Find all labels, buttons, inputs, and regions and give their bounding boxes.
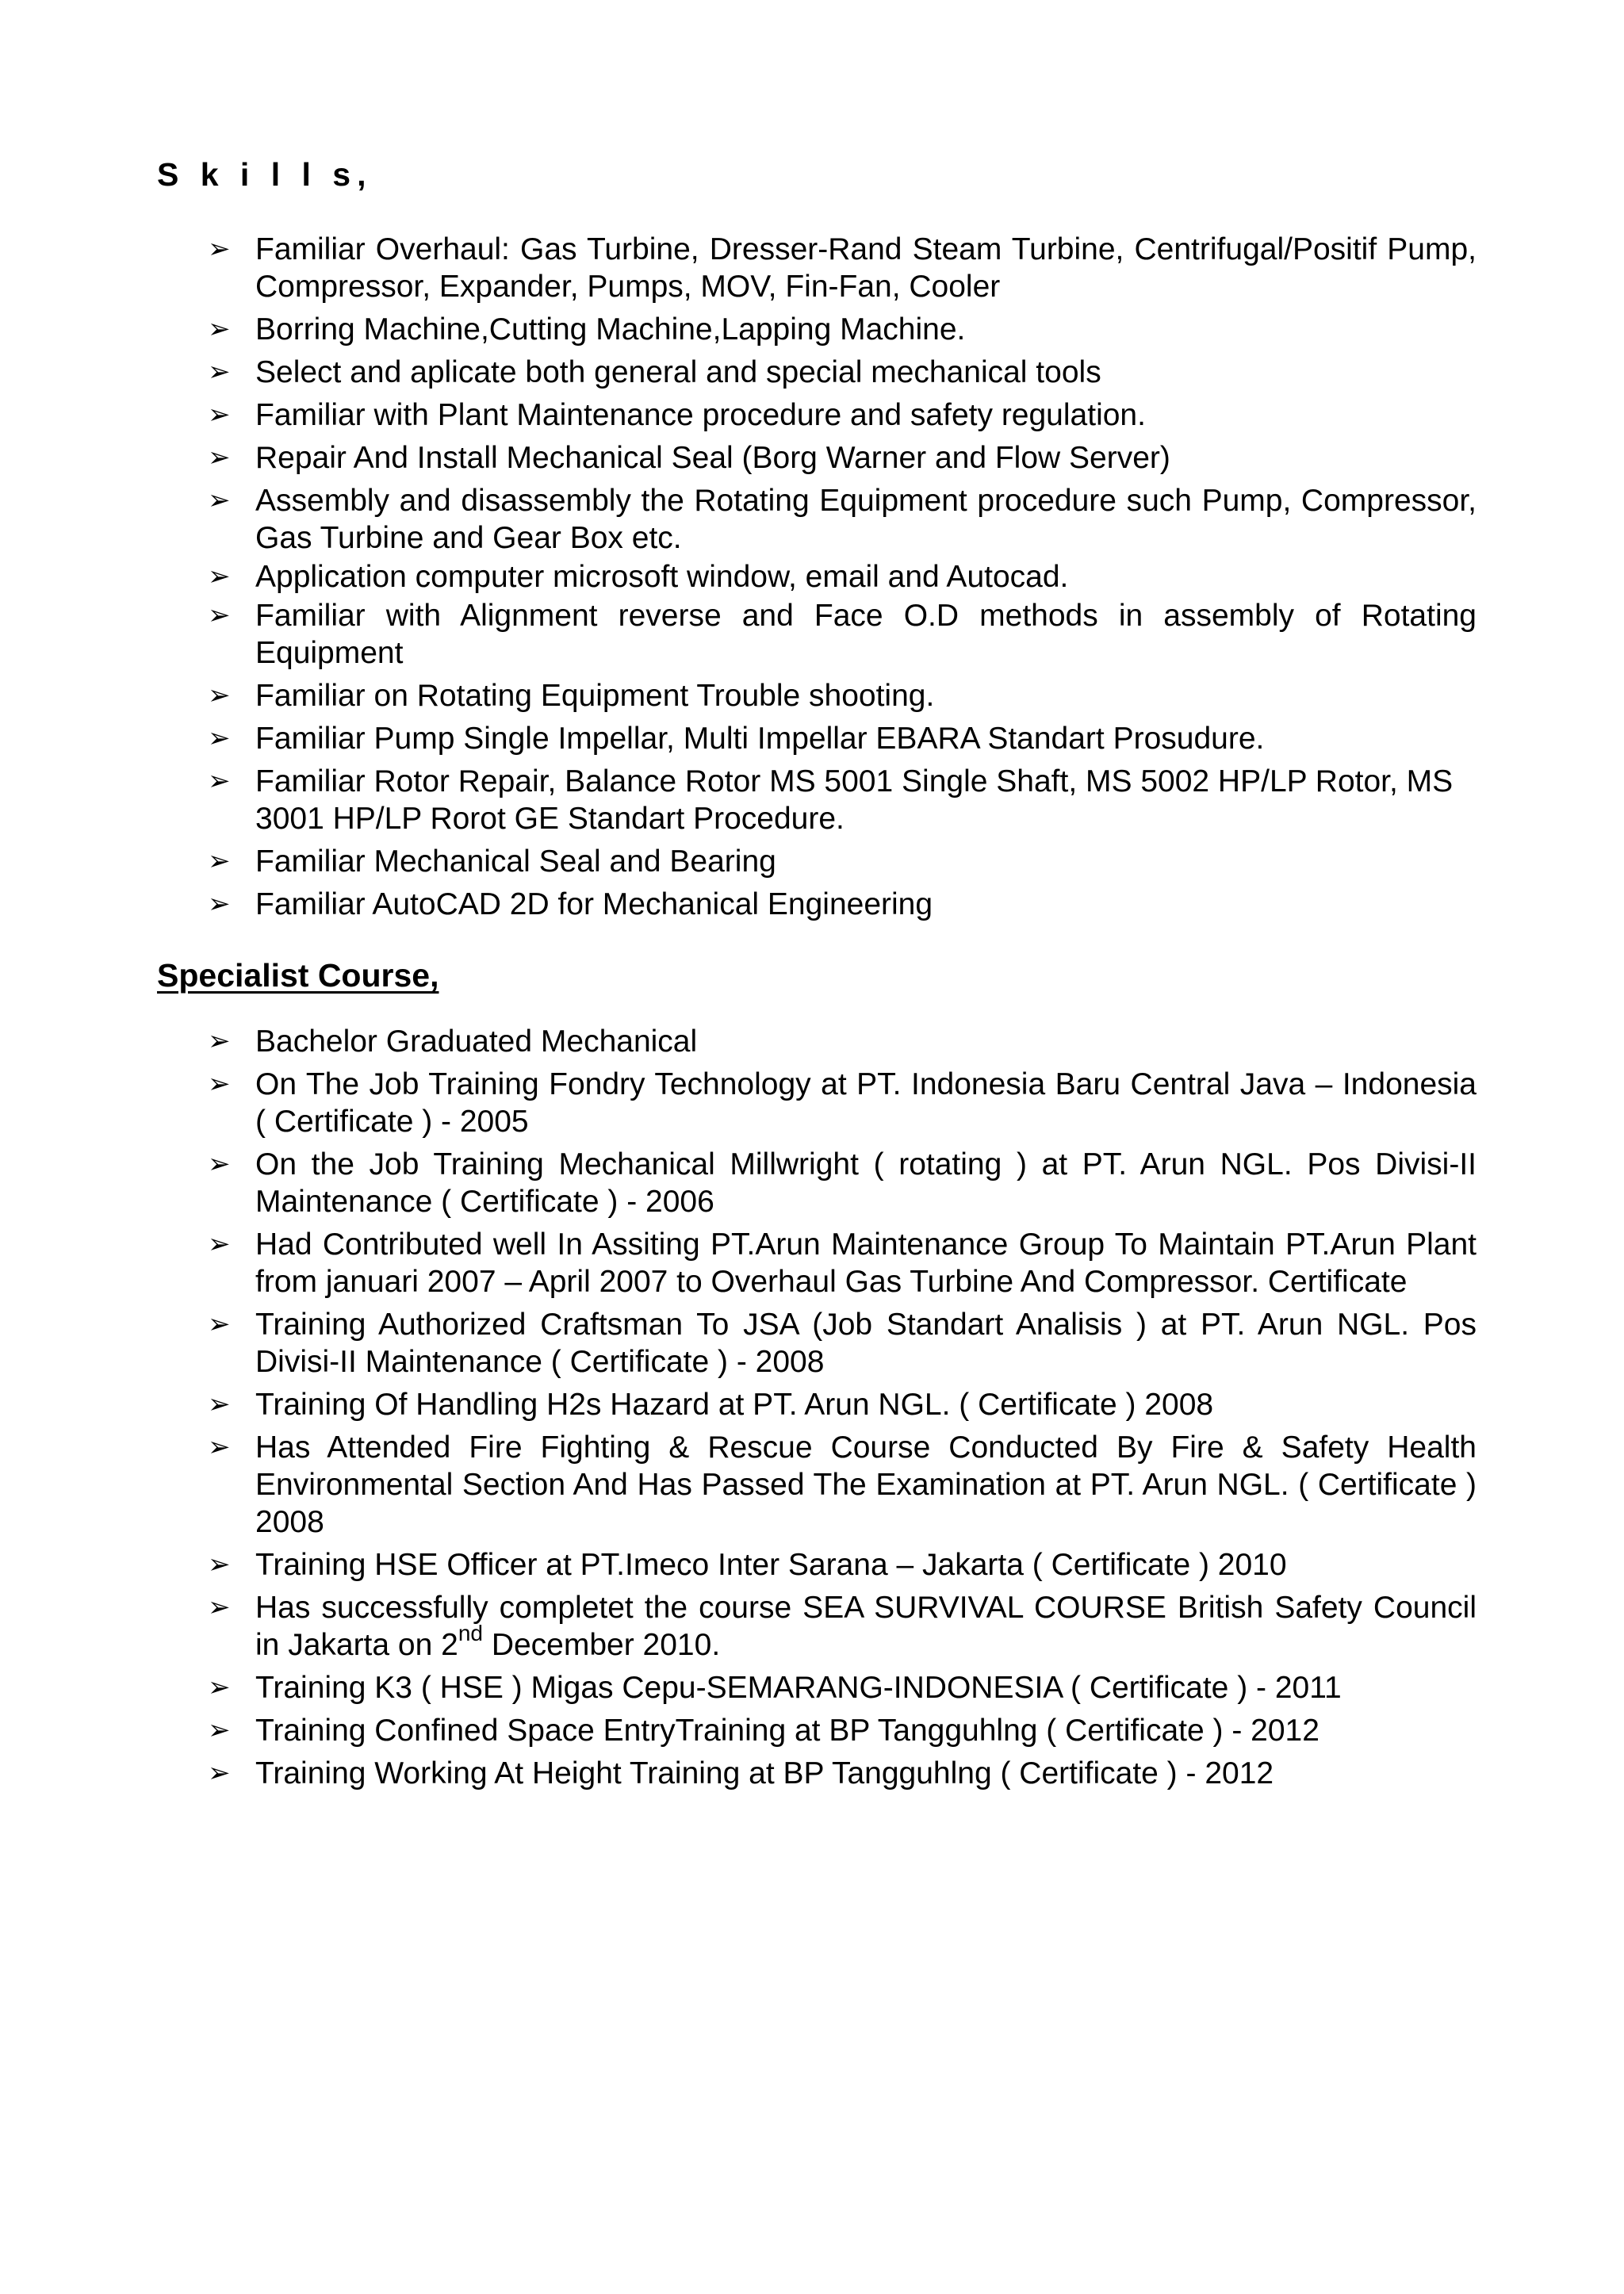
list-item <box>208 597 1477 672</box>
ordinal-suffix: nd <box>458 1621 483 1645</box>
course-text: Training HSE Officer at PT.Imeco Inter Sarana – Jakarta ( Certificate ) 2010 <box>255 1548 1287 1582</box>
skills-list <box>208 231 1477 929</box>
skill-text: Familiar Rotor Repair, Balance Rotor MS 5001 Single Shaft, MS 5002 HP/LP Rotor, MS 3001 HP/LP Rorot GE Standart Procedure. <box>255 764 1454 836</box>
list-item <box>208 886 1477 923</box>
arrow-bullet-icon: ➢ <box>208 561 231 592</box>
course-text: Training Working At Height Training at BP Tangguhlng ( Certificate ) - 2012 <box>255 1756 1274 1790</box>
arrow-bullet-icon: ➢ <box>208 680 231 711</box>
arrow-bullet-icon: ➢ <box>208 1549 231 1580</box>
arrow-bullet-icon: ➢ <box>208 599 231 631</box>
skill-text: Application computer microsoft window, email and Autocad. <box>255 560 1069 594</box>
course-text: Training Authorized Craftsman To JSA (Job Standart Analisis ) at PT. Arun NGL. Pos Divisi-II Maintenance ( Certificate ) - 2008 <box>255 1308 1477 1379</box>
course-text: Training K3 ( HSE ) Migas Cepu-SEMARANG-INDONESIA ( Certificate ) - 2011 <box>255 1671 1342 1705</box>
list-item <box>208 231 1477 305</box>
skill-text: Familiar Mechanical Seal and Bearing <box>255 844 776 879</box>
list-item <box>208 558 1477 596</box>
skill-text: Repair And Install Mechanical Seal (Borg Warner and Flow Server) <box>255 441 1170 475</box>
course-text: On The Job Training Fondry Technology at PT. Indonesia Baru Central Java – Indonesia ( Certificate ) - 2005 <box>255 1067 1477 1139</box>
list-item <box>208 1712 1477 1749</box>
list-item <box>208 1226 1477 1300</box>
list-item <box>208 1146 1477 1220</box>
skill-text: Familiar on Rotating Equipment Trouble shooting. <box>255 679 935 713</box>
arrow-bullet-icon: ➢ <box>208 1591 231 1623</box>
arrow-bullet-icon: ➢ <box>208 1068 231 1100</box>
arrow-bullet-icon: ➢ <box>208 399 231 431</box>
arrow-bullet-icon: ➢ <box>208 845 231 877</box>
list-item <box>208 1669 1477 1706</box>
arrow-bullet-icon: ➢ <box>208 1672 231 1703</box>
arrow-bullet-icon: ➢ <box>208 313 231 345</box>
skill-text: Familiar with Plant Maintenance procedure and safety regulation. <box>255 398 1146 432</box>
list-item <box>208 1023 1477 1060</box>
list-item <box>208 439 1477 477</box>
list-item <box>208 1546 1477 1584</box>
list-item <box>208 677 1477 714</box>
skill-text: Familiar with Alignment reverse and Face O.D methods in assembly of Rotating Equipment <box>255 599 1477 670</box>
arrow-bullet-icon: ➢ <box>208 1388 231 1420</box>
arrow-bullet-icon: ➢ <box>208 484 231 516</box>
course-text: Training Of Handling H2s Hazard at PT. Arun NGL. ( Certificate ) 2008 <box>255 1388 1214 1422</box>
course-text <box>255 1589 1477 1664</box>
course-text-tail: December 2010. <box>482 1628 721 1662</box>
list-item <box>208 1429 1477 1541</box>
list-item <box>208 843 1477 880</box>
course-text-main: Has successfully completet the course SEA SURVIVAL COURSE British Safety Council in Jakarta on 2 <box>255 1591 1477 1662</box>
course-text: Bachelor Graduated Mechanical <box>255 1024 698 1059</box>
arrow-bullet-icon: ➢ <box>208 1228 231 1260</box>
course-text: Training Confined Space EntryTraining at BP Tangguhlng ( Certificate ) - 2012 <box>255 1714 1320 1748</box>
list-item <box>208 720 1477 757</box>
arrow-bullet-icon: ➢ <box>208 888 231 920</box>
arrow-bullet-icon: ➢ <box>208 233 231 265</box>
skill-text: Borring Machine,Cutting Machine,Lapping Machine. <box>255 312 966 347</box>
list-item <box>208 354 1477 391</box>
arrow-bullet-icon: ➢ <box>208 765 231 797</box>
arrow-bullet-icon: ➢ <box>208 1714 231 1746</box>
list-item <box>208 1755 1477 1792</box>
specialist-course-heading: Specialist Course, <box>157 957 439 994</box>
list-item <box>208 1386 1477 1423</box>
skill-text: Familiar Overhaul: Gas Turbine, Dresser-Rand Steam Turbine, Centrifugal/Positif Pump, Compressor, Expander, Pumps, MOV, Fin-Fan, Cooler <box>255 232 1477 304</box>
arrow-bullet-icon: ➢ <box>208 1025 231 1057</box>
skills-heading: S k i l l s, <box>157 156 373 193</box>
skill-text: Familiar AutoCAD 2D for Mechanical Engineering <box>255 887 933 921</box>
list-item <box>208 396 1477 434</box>
arrow-bullet-icon: ➢ <box>208 442 231 473</box>
arrow-bullet-icon: ➢ <box>208 356 231 388</box>
list-item <box>208 1066 1477 1140</box>
list-item <box>208 482 1477 557</box>
list-item <box>208 763 1477 837</box>
skill-text: Assembly and disassembly the Rotating Equipment procedure such Pump, Compressor, Gas Turbine and Gear Box etc. <box>255 484 1477 555</box>
arrow-bullet-icon: ➢ <box>208 1148 231 1180</box>
list-item <box>208 1306 1477 1381</box>
skill-text: Select and aplicate both general and special mechanical tools <box>255 355 1101 389</box>
course-list <box>208 1023 1477 1798</box>
skill-text: Familiar Pump Single Impellar, Multi Impellar EBARA Standart Prosudure. <box>255 722 1265 756</box>
course-text: Has Attended Fire Fighting & Rescue Course Conducted By Fire & Safety Health Environmental Section And Has Passed The Examination at PT. Arun NGL. ( Certificate ) 2008 <box>255 1430 1477 1539</box>
list-item <box>208 1589 1477 1664</box>
list-item <box>208 311 1477 348</box>
arrow-bullet-icon: ➢ <box>208 1757 231 1789</box>
arrow-bullet-icon: ➢ <box>208 1431 231 1463</box>
arrow-bullet-icon: ➢ <box>208 722 231 754</box>
arrow-bullet-icon: ➢ <box>208 1308 231 1340</box>
course-text: On the Job Training Mechanical Millwright ( rotating ) at PT. Arun NGL. Pos Divisi-II Maintenance ( Certificate ) - 2006 <box>255 1147 1477 1219</box>
course-text: Had Contributed well In Assiting PT.Arun Maintenance Group To Maintain PT.Arun Plant from januari 2007 – April 2007 to Overhaul Gas Turbine And Compressor. Certificate <box>255 1227 1477 1299</box>
